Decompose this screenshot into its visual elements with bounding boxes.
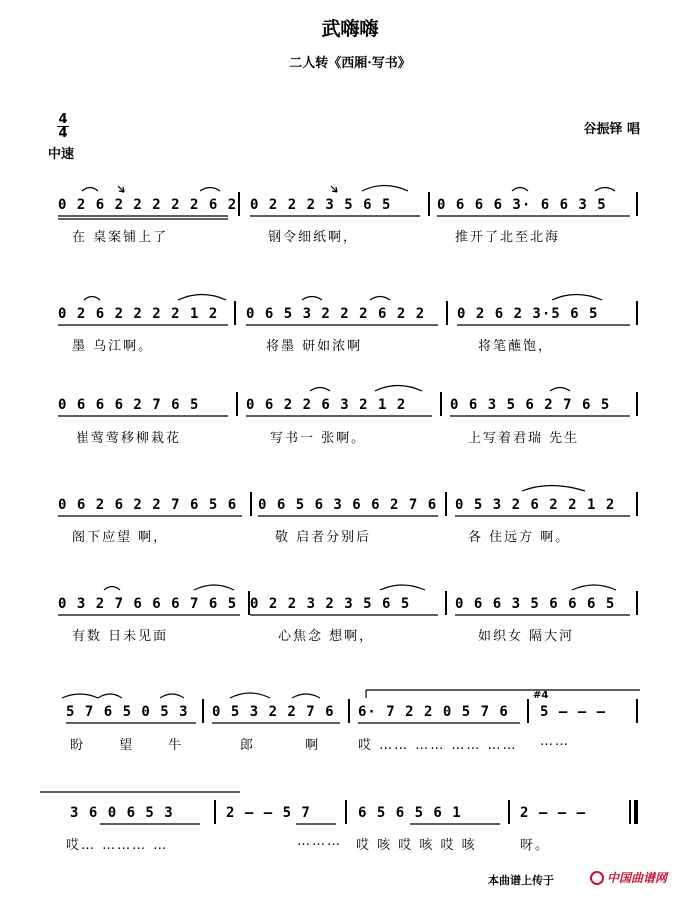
measure: 0 5 3 2 2 7 6 [212,704,335,720]
slur-mark [595,188,615,192]
bar-line [445,492,447,516]
lyric-line: 墨 乌江啊。 [72,339,154,354]
song-title: 武嗨嗨 [321,18,379,40]
slur-mark [82,188,98,192]
bar-line [202,699,204,723]
slur-mark [375,386,422,392]
measure: 3 6 0 6 5 3 [70,805,174,821]
measure: 0 2 6 2 2 2 2 1 2 [58,306,219,322]
slur-mark [160,694,184,698]
arrow-mark [331,186,337,192]
lyric-line: 哎 咳 哎 咳 哎 咳 [356,838,477,853]
slur-mark [522,486,585,492]
lyric-line: 心焦念 想啊， [278,629,375,644]
slur-mark [104,587,120,591]
measure: 0 6 3 5 6 2 7 6 5 [450,397,611,413]
bar-line [214,800,216,824]
slur-mark [512,188,528,192]
bar-line [440,392,442,416]
slur-mark [370,297,390,301]
bar-line [636,699,638,723]
bar-line [636,492,638,516]
slur-mark [230,693,270,698]
time-signature [56,113,70,140]
lyric-line: 郎 啊 [240,738,321,753]
bar-line [428,192,430,216]
bar-line [348,699,350,723]
bar-line [636,392,638,416]
lyric-line: 推开了北至北海 [455,230,561,245]
singer-credit: 谷振铎 唱 [583,122,640,137]
measure: 0 6 2 6 2 2 7 6 5 6 [58,497,238,513]
tempo-marking: 中速 [48,147,75,162]
measure: 0 6 2 2 6 3 2 1 2 [246,397,407,413]
lyric-line: 有数 日未见面 [72,629,169,644]
bar-line [446,301,448,325]
bar-line [445,591,447,615]
measure: 0 2 6 2 3·5 6 5 [457,306,599,322]
measure: 0 6 6 6 2 7 6 5 [58,397,200,413]
bar-line [636,591,638,615]
measure: 0 2 6 2 2 2 2 2 6 2 [58,197,238,213]
key-change-mark: #4 [533,690,549,701]
site-logo[interactable] [590,869,667,886]
measure: 0 6 5 3 2 2 2 6 2 2 [246,306,426,322]
slur-mark [380,585,425,590]
bar-line [629,800,631,824]
measure: 0 5 3 2 6 2 2 1 2 [455,497,616,513]
bar-line [238,192,240,216]
bar-line [636,192,638,216]
measure: 0 2 2 2 3 5 6 5 [250,197,392,213]
measure: 5 7 6 5 0 5 3 [66,704,189,720]
slur-mark [550,388,570,392]
lyric-line: ……… [297,834,342,849]
slur-mark [292,694,320,698]
slur-mark [310,388,330,392]
measure: 0 6 5 6 3 6 6 2 7 6 [258,497,438,513]
measure: 0 2 2 3 2 3 5 6 5 [250,596,411,612]
lyric-line: …… [540,734,570,749]
measure: 2 – – 5 7 [226,805,311,821]
slur-mark [362,186,408,192]
lyric-line: 在 桌案铺上了 [72,230,169,245]
slur-mark [302,297,322,301]
measure: 0 3 2 7 6 6 6 7 6 5 [58,596,238,612]
lyric-line: 呀。 [520,838,551,853]
slur-mark [572,585,616,590]
arrow-mark [118,186,124,192]
lyric-line: 将墨 研如浓啊 [266,339,363,354]
bar-line [527,699,529,723]
bar-line [636,301,638,325]
slur-mark [62,694,98,698]
lyric-line: 哎 …… …… …… …… [358,738,518,753]
measure: 0 6 6 3 5 6 6 6 5 [455,596,616,612]
lyric-line: 盼 望 牛 [70,738,184,753]
slur-mark [200,188,220,192]
lyric-line: 如织女 隔大河 [478,629,575,644]
lyric-line: 各 住远方 啊。 [468,530,571,545]
time-signature-top: 4 [58,112,68,127]
bar-line [234,301,236,325]
slur-mark [194,585,234,590]
slur-mark [98,694,122,698]
bar-line [248,591,250,615]
lyric-line: 上写着君瑞 先生 [468,431,580,446]
bar-line [345,800,347,824]
lyric-line: 崔莺莺移柳栽花 [76,431,182,446]
lyric-line: 钢令细纸啊， [268,230,359,245]
measure: 2 – – – [520,805,587,821]
lyric-line: 写书一 张啊。 [270,431,367,446]
lyric-line: 将笔蘸饱， [478,339,554,354]
site-name: 中国曲谱网 [607,871,668,885]
slur-mark [178,295,226,301]
song-subtitle: 二人转《西厢·写书》 [289,56,411,71]
lyric-line: 哎… ……… … [66,838,169,853]
logo-icon [590,871,604,885]
time-signature-bottom: 4 [58,126,68,141]
bar-line [236,392,238,416]
measure: 6· 7 2 2 0 5 7 6 [358,704,509,720]
bar-line [508,800,510,824]
measure: 6 5 6 5 6 1 [358,805,462,821]
measure: 5 – – – [540,704,607,720]
slur-mark [552,295,602,301]
lyric-line: 阁下应望 啊， [72,530,169,545]
slur-mark [84,297,100,301]
upload-note: 本曲谱上传于 [488,874,554,887]
measure: 0 6 6 6 3· 6 6 3 5 [437,197,607,213]
final-bar-line [634,800,638,824]
bar-line [250,492,252,516]
lyric-line: 敬 启者分别后 [275,530,372,545]
